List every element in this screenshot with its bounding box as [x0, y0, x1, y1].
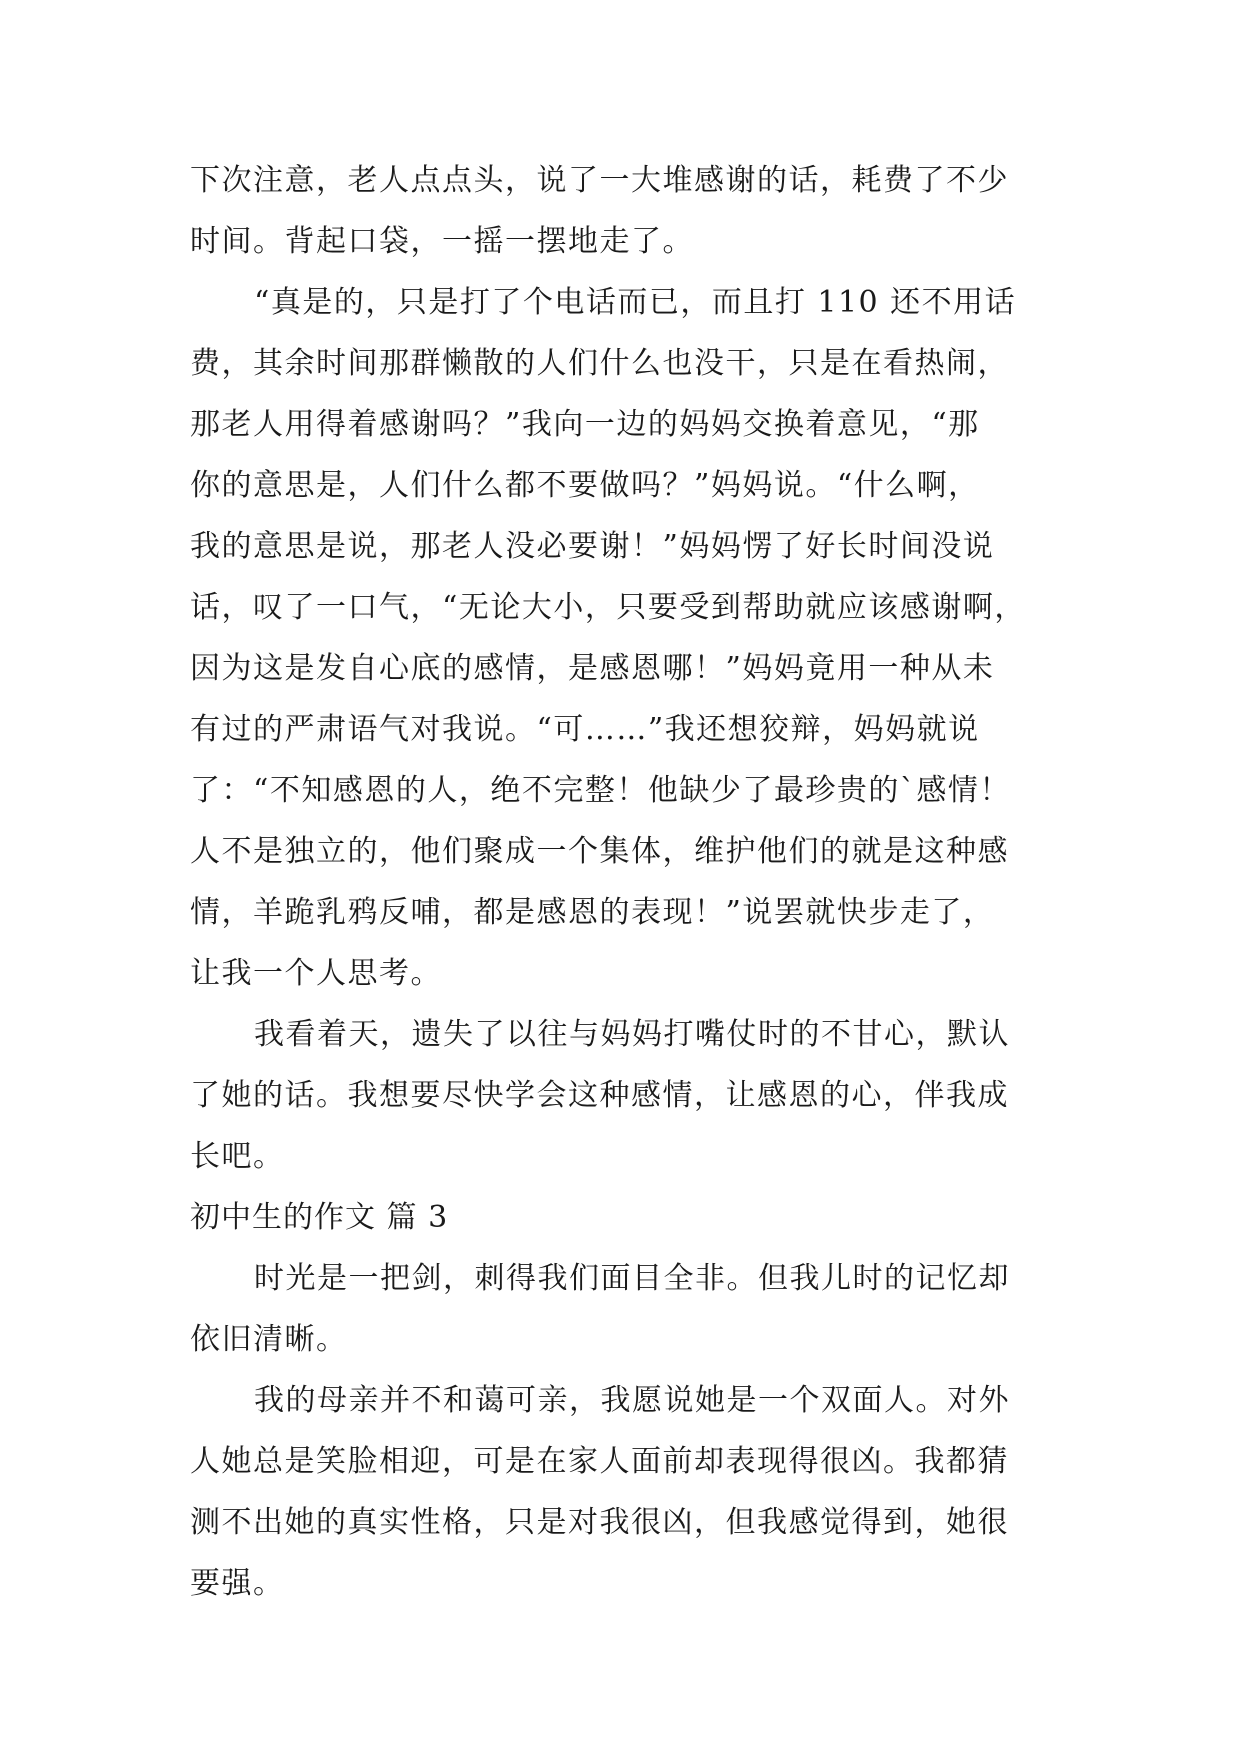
text-line: 情，羊跪乳鸦反哺，都是感恩的表现！”说罢就快步走了，	[190, 895, 995, 930]
text-line: 要强。	[190, 1566, 285, 1601]
text-line: 有过的严肃语气对我说。“可……”我还想狡辩，妈妈就说	[190, 712, 980, 747]
essay-text	[190, 150, 1060, 1614]
text-line: 了她的话。我想要尽快学会这种感情，让感恩的心，伴我成	[190, 1078, 1009, 1113]
text-line: 让我一个人思考。	[190, 956, 442, 991]
text-line: 下次注意，老人点点头，说了一大堆感谢的话，耗费了不少	[190, 163, 1009, 198]
text-line: 了：“不知感恩的人，绝不完整！他缺少了最珍贵的`感情！	[190, 773, 1011, 808]
text-line: 长吧。	[190, 1139, 285, 1174]
text-line: 你的意思是，人们什么都不要做吗？”妈妈说。“什么啊，	[190, 468, 980, 503]
paragraph-start-line: 我看着天，遗失了以往与妈妈打嘴仗时的不甘心，默认	[254, 1017, 1010, 1052]
paragraph-start-line: 时光是一把剑，刺得我们面目全非。但我儿时的记忆却	[254, 1261, 1010, 1296]
text-line: 话，叹了一口气，“无论大小，只要受到帮助就应该感谢啊，	[190, 590, 1026, 625]
text-line: 人她总是笑脸相迎，可是在家人面前却表现得很凶。我都猜	[190, 1444, 1009, 1479]
text-line: 因为这是发自心底的感情，是感恩哪！”妈妈竟用一种从未	[190, 651, 995, 686]
section-heading: 初中生的作文 篇 3	[190, 1200, 449, 1235]
text-line: 测不出她的真实性格，只是对我很凶，但我感觉得到，她很	[190, 1505, 1009, 1540]
text-line: 那老人用得着感谢吗？”我向一边的妈妈交换着意见，“那	[190, 407, 980, 442]
text-line: 我的意思是说，那老人没必要谢！”妈妈愣了好长时间没说	[190, 529, 995, 564]
text-line: 费，其余时间那群懒散的人们什么也没干，只是在看热闹，	[190, 346, 1009, 381]
text-line: 人不是独立的，他们聚成一个集体，维护他们的就是这种感	[190, 834, 1009, 869]
text-line: 时间。背起口袋，一摇一摆地走了。	[190, 224, 694, 259]
text-line: 依旧清晰。	[190, 1322, 348, 1357]
paragraph-start-line: “真是的，只是打了个电话而已，而且打 110 还不用话	[254, 285, 1017, 320]
paragraph-start-line: 我的母亲并不和蔼可亲，我愿说她是一个双面人。对外	[254, 1383, 1010, 1418]
